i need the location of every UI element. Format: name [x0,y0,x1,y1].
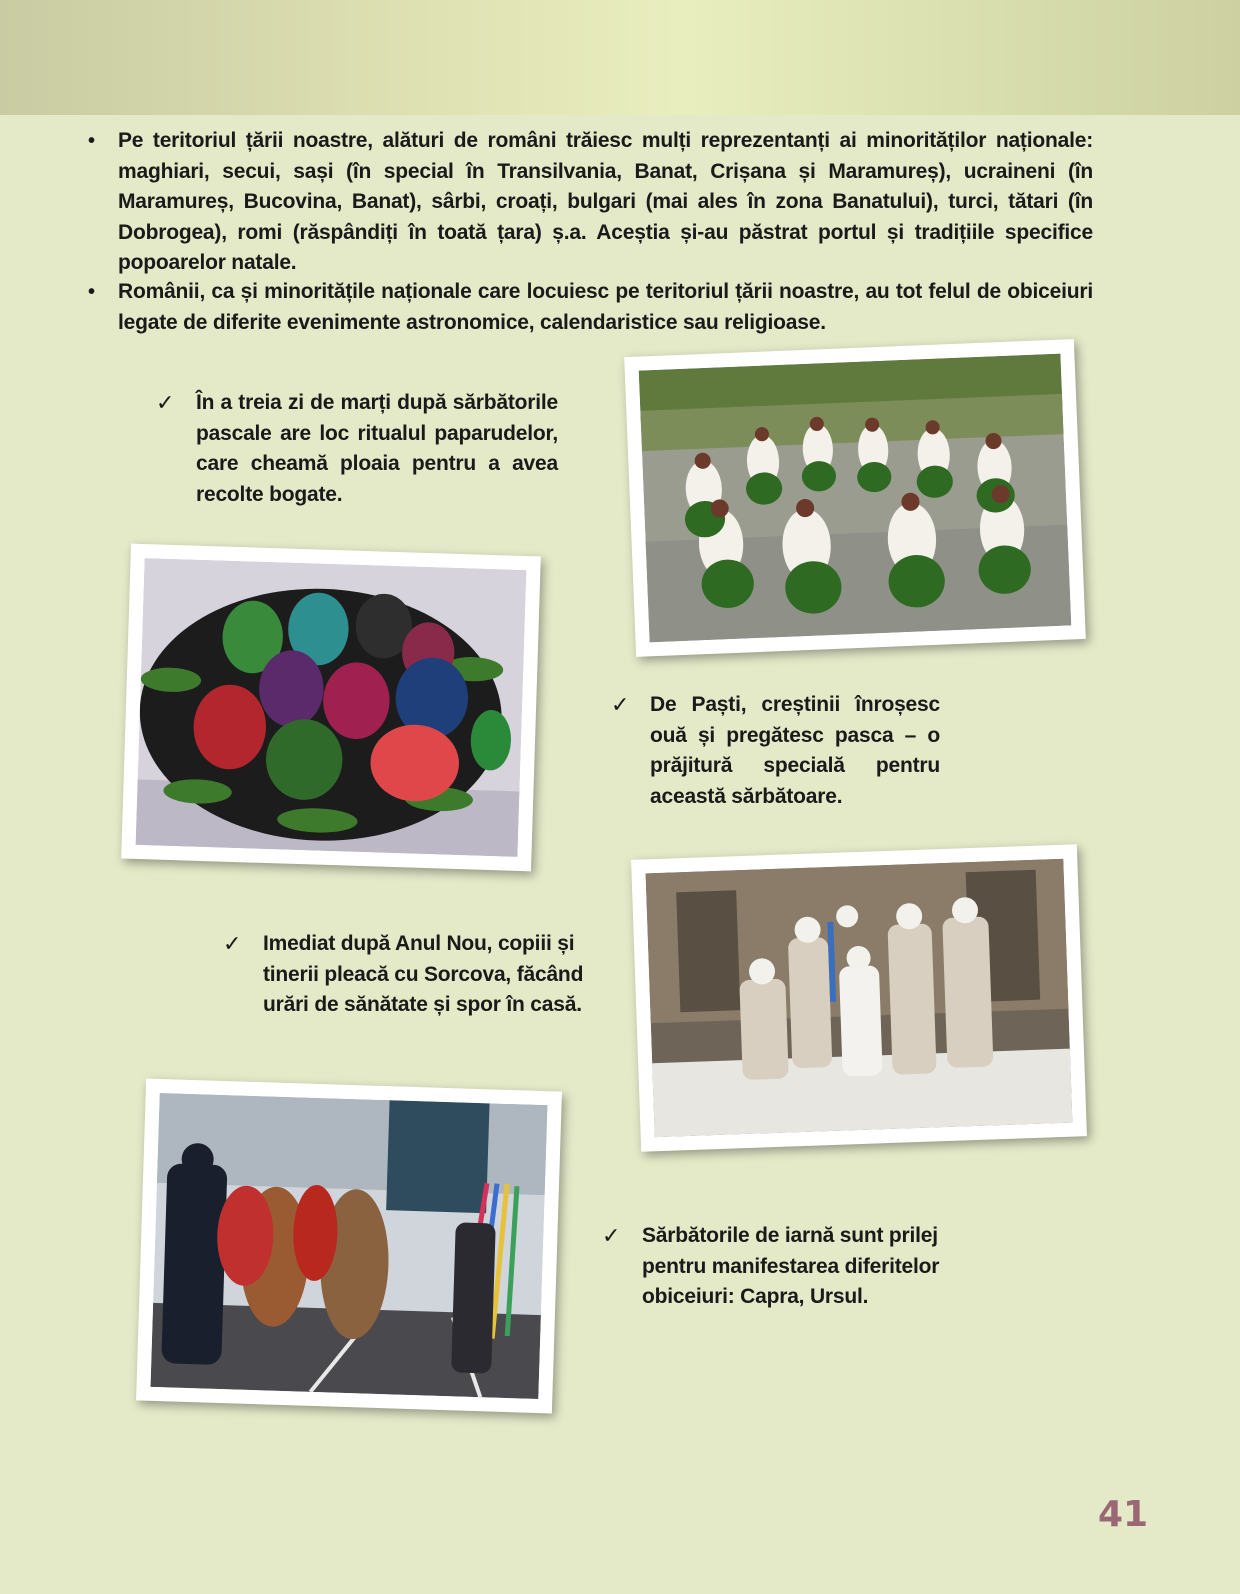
text-iarna: Sărbătorile de iarnă sunt prilej pentru manifestarea diferitelor obiceiuri: Capra, Ursul. [642,1224,940,1308]
bullet-dot: • [88,130,96,152]
check-mark: ✓ [156,390,175,415]
text-sorcova: Imediat după Anul Nou, copiii și tinerii pleacă cu Sorcova, făcând urări de sănătate și spor în casă. [263,932,584,1016]
text-pasti: De Paști, creștinii înroșesc ouă și pregătesc pasca – o prăjitură specială pentru această sărbătoare. [650,693,940,808]
paragraph-customs: Românii, ca și minoritățile naționale care locuiesc pe teritoriul țării noastre, au tot felul de obiceiuri legate de diferite evenimente astronomice, calendaristice sau religioase. [118,280,1093,334]
page-number: 41 [1098,1494,1149,1535]
check-mark: ✓ [602,1223,621,1248]
text-paparude: În a treia zi de marți după sărbătorile pascale are loc ritualul paparudelor, care cheamă ploaia pentru a avea recolte bogate. [196,391,558,506]
photo-paparude-dancers [624,339,1086,657]
header-band [0,0,1240,115]
paragraph-minorities: Pe teritoriul țării noastre, alături de români trăiesc mulți reprezentanți ai minorităților naționale: maghiari, secui, sași (în special în Transilvania, Banat, Crișana și Maramureș), ucraineni (în Maramureș, Bucovina, Banat), sârbi, croați, bulgari (mai ales în zona Banatului), turci, tătari (în Dobrogea), romi (răspândiți în toată țara) ș.a. Aceștia și-au păstrat portul și tradițiile specifice popoarelor natale. [118,129,1093,274]
photo-easter-eggs [121,544,541,872]
check-mark: ✓ [223,931,242,956]
bullet-dot: • [88,281,96,303]
photo-sorcova-group [631,844,1087,1151]
check-mark: ✓ [611,692,630,717]
photo-winter-parade [136,1079,562,1414]
